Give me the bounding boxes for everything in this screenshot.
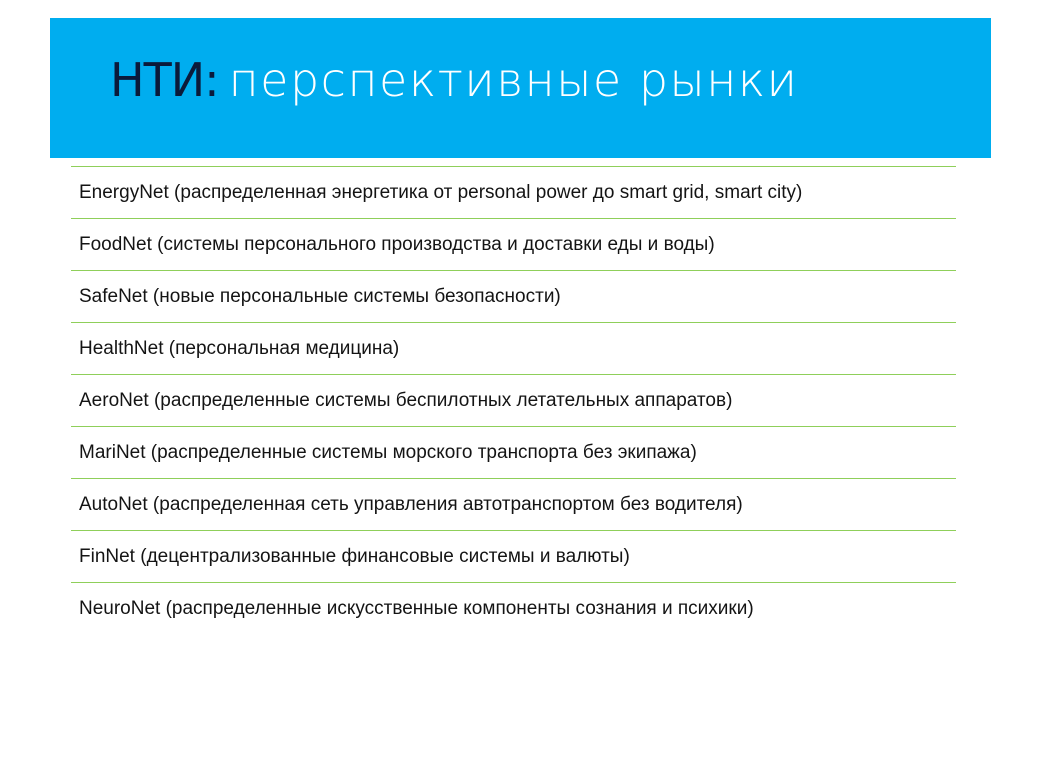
market-item-autonet: AutoNet (распределенная сеть управления автотранспортом без водителя) (71, 479, 956, 531)
market-item-aeronet: AeroNet (распределенные системы беспилотных летательных аппаратов) (71, 375, 956, 427)
market-item-energynet: EnergyNet (распределенная энергетика от personal power до smart grid, smart city) (71, 167, 956, 219)
market-item-neuronet: NeuroNet (распределенные искусственные компоненты сознания и психики) (79, 597, 754, 619)
market-item-safenet: SafeNet (новые персональные системы безопасности) (71, 271, 956, 323)
slide-title (110, 50, 798, 110)
market-item-finnet: FinNet (децентрализованные финансовые системы и валюты) (71, 531, 956, 583)
market-item-foodnet: FoodNet (системы персонального производства и доставки еды и воды) (71, 219, 956, 271)
markets-list (71, 166, 956, 634)
market-item-healthnet: HealthNet (персональная медицина) (71, 323, 956, 375)
slide-title-rest: перспективные рынки (228, 53, 799, 107)
slide-title-lead: НТИ: (110, 53, 219, 107)
title-banner (50, 18, 991, 158)
market-item-marinet: MariNet (распределенные системы морского транспорта без экипажа) (71, 427, 956, 479)
